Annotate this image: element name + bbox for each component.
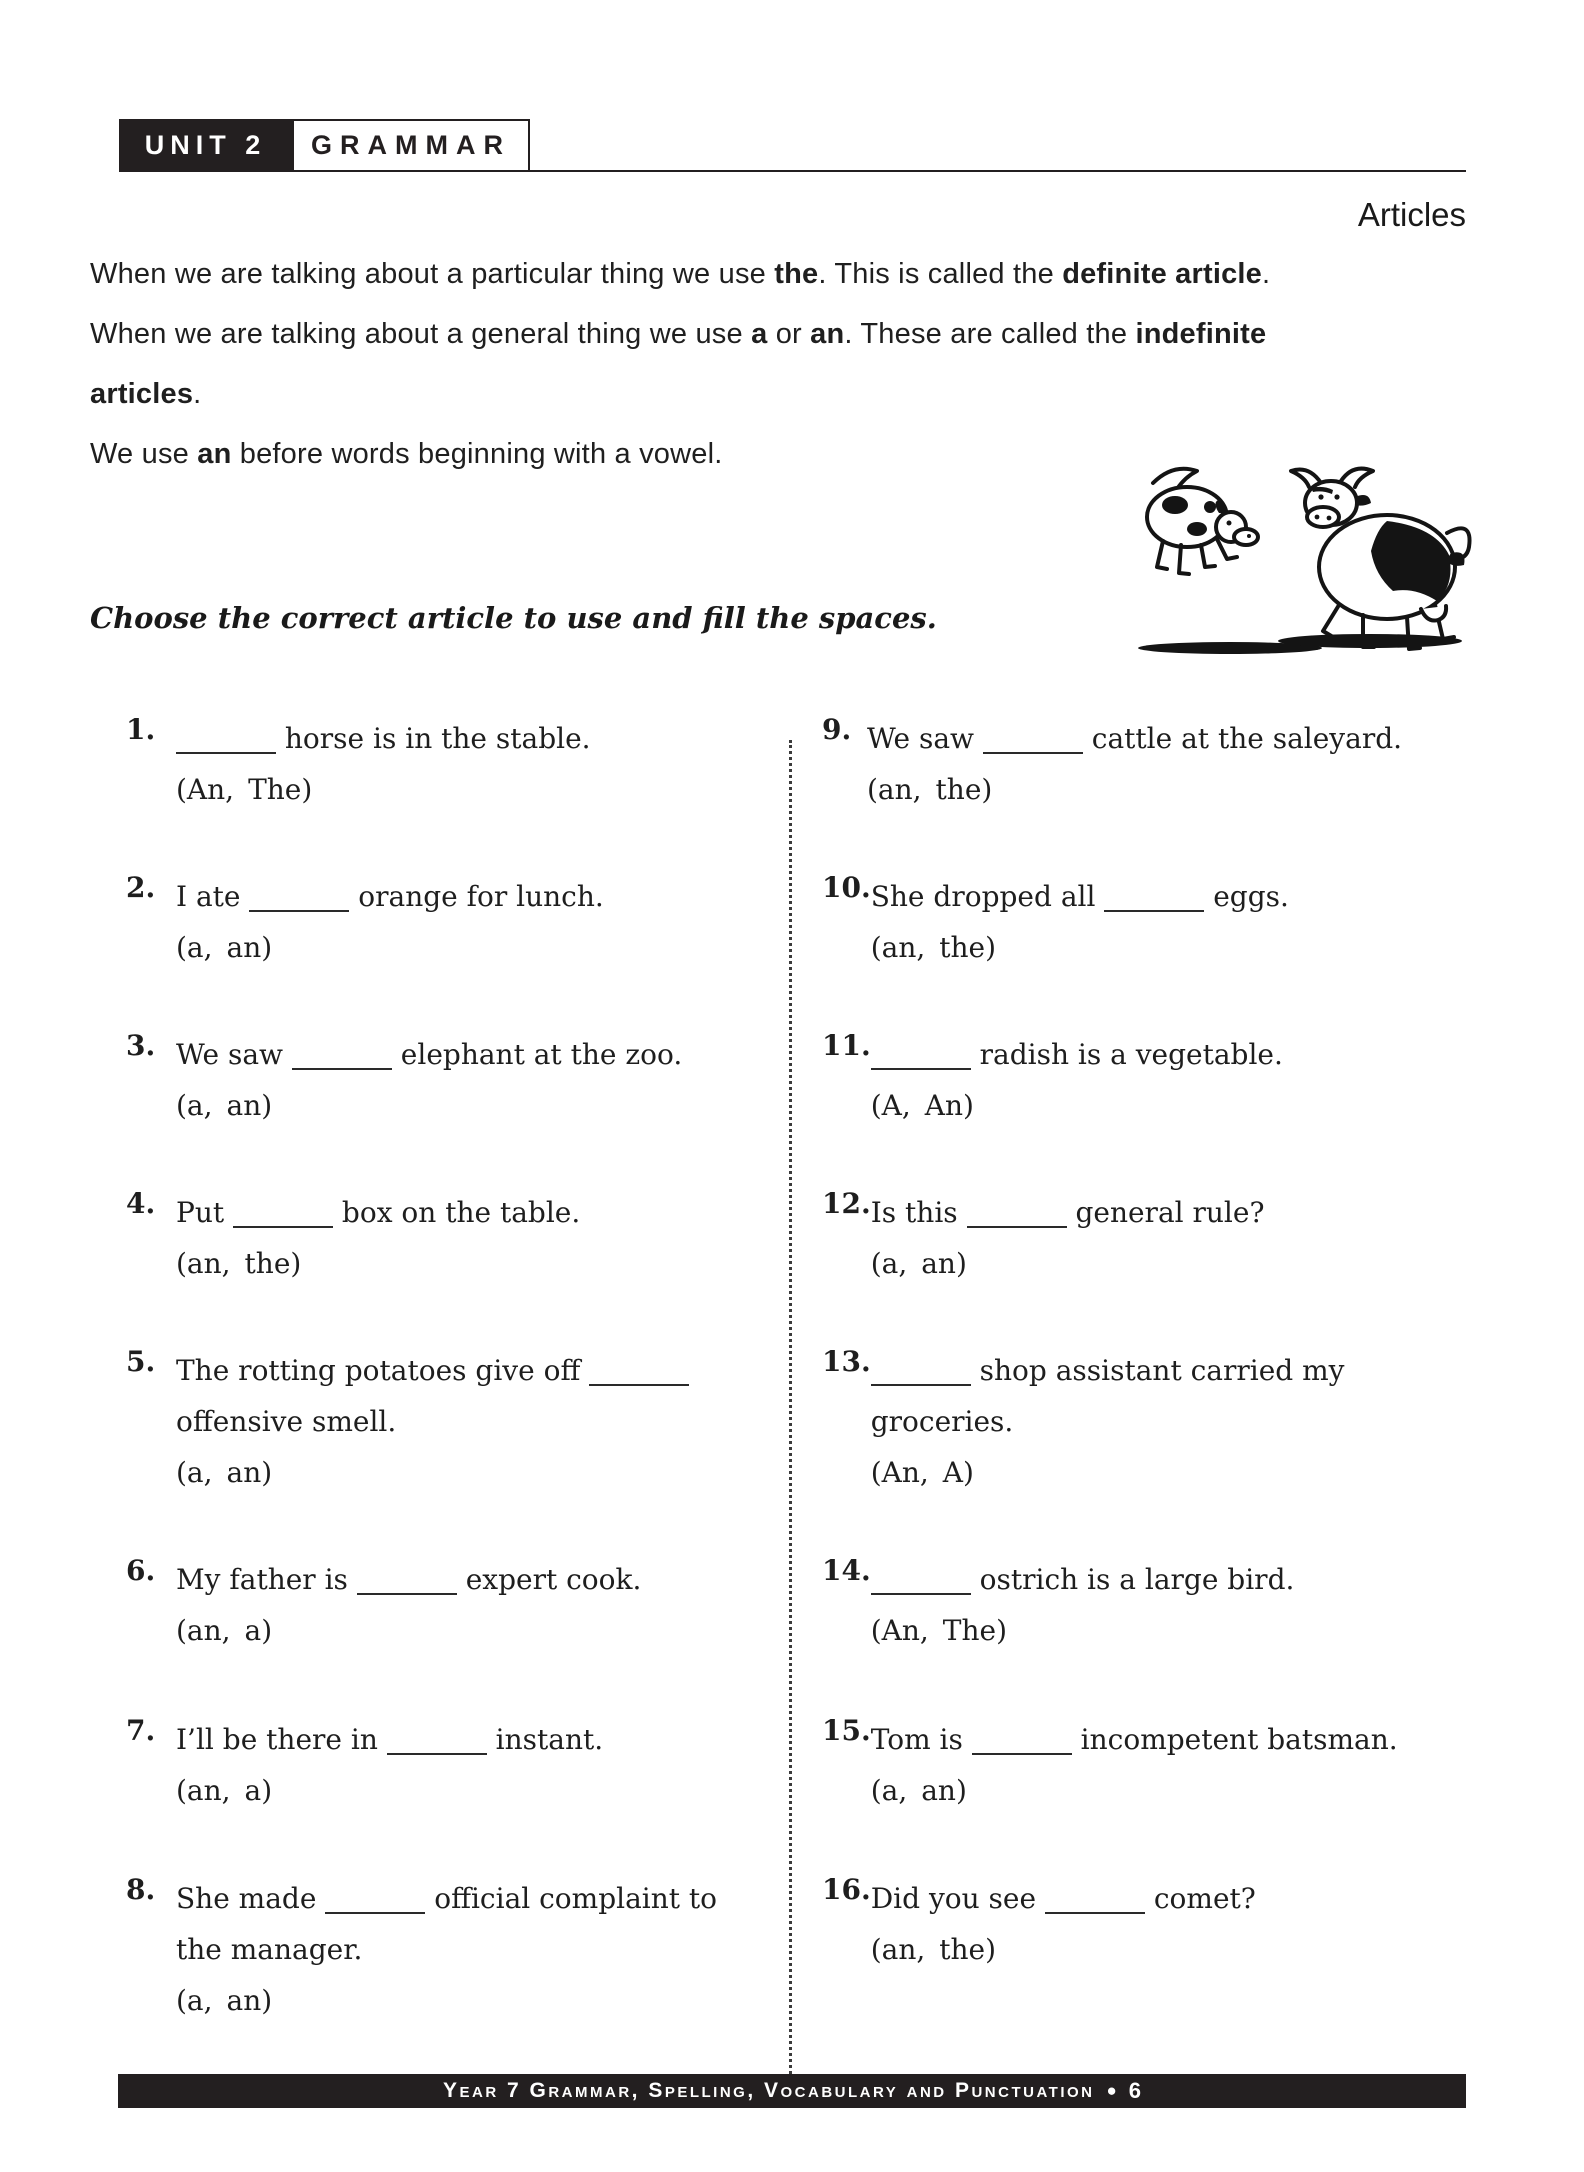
answer-blank [292,1068,392,1070]
question-number: 12. [822,1187,871,1220]
instruction-text: Choose the correct article to use and fill the spaces. [90,601,937,635]
answer-blank [249,910,349,912]
question-item-16 [822,1873,1470,1975]
question-number: 4. [126,1187,156,1220]
question-item-13 [822,1345,1470,1498]
question-number: 5. [126,1345,156,1378]
question-sentence: ostrich is a large bird. [871,1554,1470,1605]
question-text [176,871,790,973]
question-options: (a, an) [176,1984,273,2017]
question-text [176,1345,790,1498]
footer-bar [118,2074,1466,2108]
footer-series-title: Year 7 Grammar, Spelling, Vocabulary and Punctuation [442,2079,1095,2102]
answer-blank [871,1593,971,1595]
question-sentence: The rotting potatoes give off [176,1345,790,1396]
question-options: (a, an) [176,1089,273,1122]
question-sentence: I’ll be there in instant. [176,1723,604,1756]
question-options: (An, The) [176,773,313,806]
question-number: 8. [126,1873,156,1906]
question-sentence: horse is in the stable. [176,713,790,764]
question-sentence: shop assistant carried my [871,1345,1470,1396]
answer-blank [871,1384,971,1386]
intro-paragraph-3: We use an before words beginning with a vowel. [90,438,723,470]
question-text [871,871,1470,973]
question-text [871,1873,1470,1975]
answer-blank [589,1384,689,1386]
question-number: 3. [126,1029,156,1062]
answer-blank [983,752,1083,754]
question-item-12 [822,1187,1470,1289]
question-number: 6. [126,1554,156,1587]
question-number: 7. [126,1714,156,1747]
question-number: 15. [822,1714,871,1747]
question-sentence: I ate orange for lunch. [176,880,604,913]
question-item-2 [126,871,790,973]
question-options: (an, the) [867,773,993,806]
question-options: (A, An) [870,1089,974,1122]
question-number: 13. [822,1345,871,1378]
question-item-10 [822,871,1470,973]
question-sentence: She dropped all eggs. [870,880,1289,913]
footer-page-number: 6 [1128,2078,1142,2103]
topic-title: Articles [1357,196,1466,233]
question-sentence: My father is expert cook. [176,1563,642,1596]
question-text [176,1029,790,1131]
question-sentence: We saw elephant at the zoo. [176,1038,683,1071]
question-text [871,1554,1470,1656]
question-sentence: Did you see comet? [870,1882,1256,1915]
answer-blank [1104,910,1204,912]
answer-blank [387,1753,487,1755]
intro-text [90,244,1490,484]
subject-label: GRAMMAR [311,130,511,160]
question-item-5 [126,1345,790,1498]
intro-paragraph-2-line-2: articles. [90,378,202,410]
question-options: (an, a) [176,1774,273,1807]
question-sentence: radish is a vegetable. [871,1029,1470,1080]
question-text [176,713,790,815]
question-options: (An, The) [870,1614,1007,1647]
header-rule [530,170,1466,172]
question-text [176,1873,790,2026]
question-item-15 [822,1714,1470,1816]
question-item-6 [126,1554,790,1656]
question-text [871,1029,1470,1131]
question-number: 14. [822,1554,871,1587]
question-sentence: We saw cattle at the saleyard. [867,722,1403,755]
cows-illustration [1125,455,1485,670]
question-text [176,1714,790,1816]
question-number: 2. [126,871,156,904]
question-number: 1. [126,713,156,746]
question-text [871,1187,1470,1289]
question-item-4 [126,1187,790,1289]
question-number: 10. [822,871,871,904]
question-options: (a, an) [176,931,273,964]
question-item-3 [126,1029,790,1131]
subject-badge [292,119,530,172]
question-sentence: Put box on the table. [176,1196,581,1229]
question-item-7 [126,1714,790,1816]
question-options: (a, an) [870,1247,967,1280]
question-item-9 [822,713,1470,815]
question-sentence-line2: offensive smell. [176,1405,397,1438]
question-sentence: She made official complaint to [176,1882,718,1915]
question-sentence: Tom is incompetent batsman. [870,1723,1398,1756]
question-options: (an, the) [870,1933,997,1966]
answer-blank [871,1068,971,1070]
footer-bullet-icon: ● [1106,2081,1117,2100]
question-options: (an, the) [176,1247,302,1280]
question-text [871,1345,1470,1498]
answer-blank [972,1753,1072,1755]
question-options: (An, A) [870,1456,974,1489]
question-number: 16. [822,1873,871,1906]
question-options: (a, an) [870,1774,967,1807]
question-number: 11. [822,1029,871,1062]
question-sentence-line2: groceries. [870,1405,1014,1438]
unit-label: UNIT 2 [144,130,267,160]
question-item-8 [126,1873,790,2026]
answer-blank [967,1226,1067,1228]
question-item-14 [822,1554,1470,1656]
question-options: (an, a) [176,1614,273,1647]
question-text [176,1554,790,1656]
answer-blank [325,1912,425,1914]
question-sentence: Is this general rule? [870,1196,1265,1229]
question-options: (an, the) [870,931,997,964]
question-text [176,1187,790,1289]
answer-blank [176,752,276,754]
question-item-1 [126,713,790,815]
answer-blank [233,1226,333,1228]
answer-blank [357,1593,457,1595]
question-text [871,1714,1470,1816]
question-options: (a, an) [176,1456,273,1489]
intro-paragraph-2-line-1: When we are talking about a general thing we use a or an. These are called the indefinite [90,318,1267,350]
question-number: 9. [822,713,852,746]
question-sentence-line2: the manager. [176,1933,363,1966]
unit-badge [119,119,292,172]
question-text [867,713,1470,815]
answer-blank [1045,1912,1145,1914]
question-item-11 [822,1029,1470,1131]
intro-paragraph-1: When we are talking about a particular thing we use the. This is called the definite article. [90,258,1271,290]
